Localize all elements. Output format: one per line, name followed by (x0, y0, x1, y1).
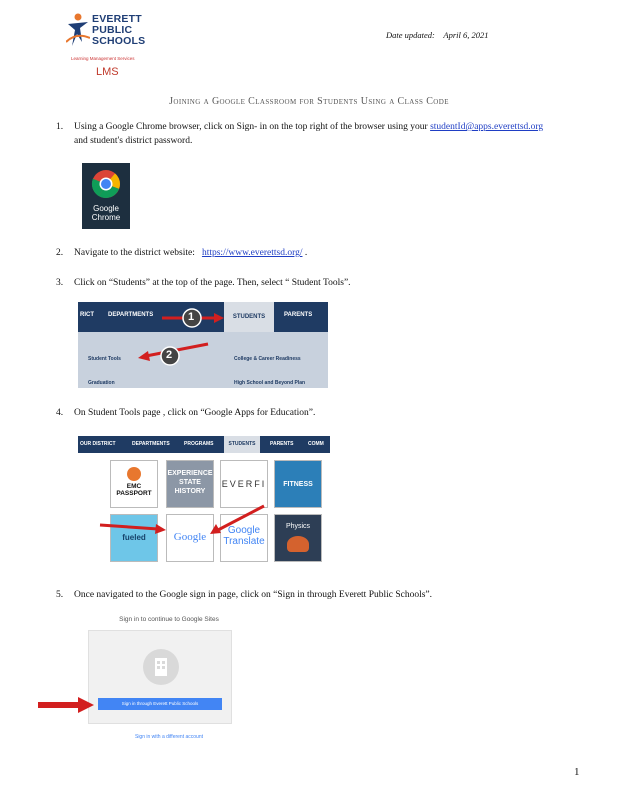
student-tools-screenshot (78, 436, 330, 568)
tile-physics: Physics (274, 514, 322, 562)
red-arrow-icon (38, 697, 94, 713)
tile-fitness: FITNESS (274, 460, 322, 508)
date-updated: Date updated: April 6, 2021 (386, 30, 489, 40)
logo-text: EVERETT PUBLIC SCHOOLS (92, 13, 146, 47)
tile-everfi: EVERFI (220, 460, 268, 508)
logo-figure-icon (66, 12, 90, 50)
nav2-programs: PROGRAMS (184, 441, 214, 447)
signin-other-account-link[interactable]: Sign in with a different account (134, 734, 203, 740)
tile-state-history: EXPERIENCE STATE HISTORY (166, 460, 214, 508)
tile-google-apps[interactable]: Google (166, 514, 214, 562)
nav-item-students: STUDENTS (224, 302, 274, 332)
page-number: 1 (574, 766, 580, 778)
nav2-our-district: OUR DISTRICT (80, 441, 116, 447)
students-menu-screenshot (78, 302, 328, 388)
tile-fueled: fueled (110, 514, 158, 562)
google-signin-caption: Sign in to continue to Google Sites (119, 616, 219, 623)
building-icon (143, 649, 179, 685)
nav-item-district: RICT (80, 312, 94, 318)
annotation-arrows (78, 302, 328, 388)
marker-1: 1 (188, 311, 195, 323)
page-title: Joining a Google Classroom for Students Using a Class Code (169, 96, 449, 107)
tile-google-translate: Google Translate (220, 514, 268, 562)
tile-emc-passport: EMC PASSPORT (110, 460, 158, 508)
logo-tagline: Learning Management Services (71, 56, 135, 61)
student-email-link[interactable]: studentId@apps.everettsd.org (430, 122, 544, 132)
menu-student-tools: Student Tools (88, 356, 121, 362)
chrome-icon (91, 169, 121, 199)
marker-2: 2 (166, 349, 173, 361)
menu-college-career: College & Career Readiness (234, 356, 301, 362)
nav2-parents: PARENTS (270, 441, 294, 447)
nav2-students: STUDENTS (224, 436, 260, 453)
nav-item-departments: DEPARTMENTS (108, 312, 154, 318)
nav2-departments: DEPARTMENTS (132, 441, 170, 447)
google-chrome-shortcut: Google Chrome (82, 163, 130, 229)
menu-graduation: Graduation (88, 380, 115, 386)
nav-item-parents: PARENTS (284, 312, 313, 318)
district-website-link[interactable]: https://www.everettsd.org/ (201, 248, 303, 258)
signin-everett-button[interactable]: Sign in through Everett Public Schools (98, 698, 222, 710)
menu-hs-beyond: High School and Beyond Plan (234, 380, 306, 386)
nav2-comm: COMM (308, 441, 324, 447)
logo-lms: LMS (96, 66, 119, 78)
tools-arrows (78, 436, 330, 568)
